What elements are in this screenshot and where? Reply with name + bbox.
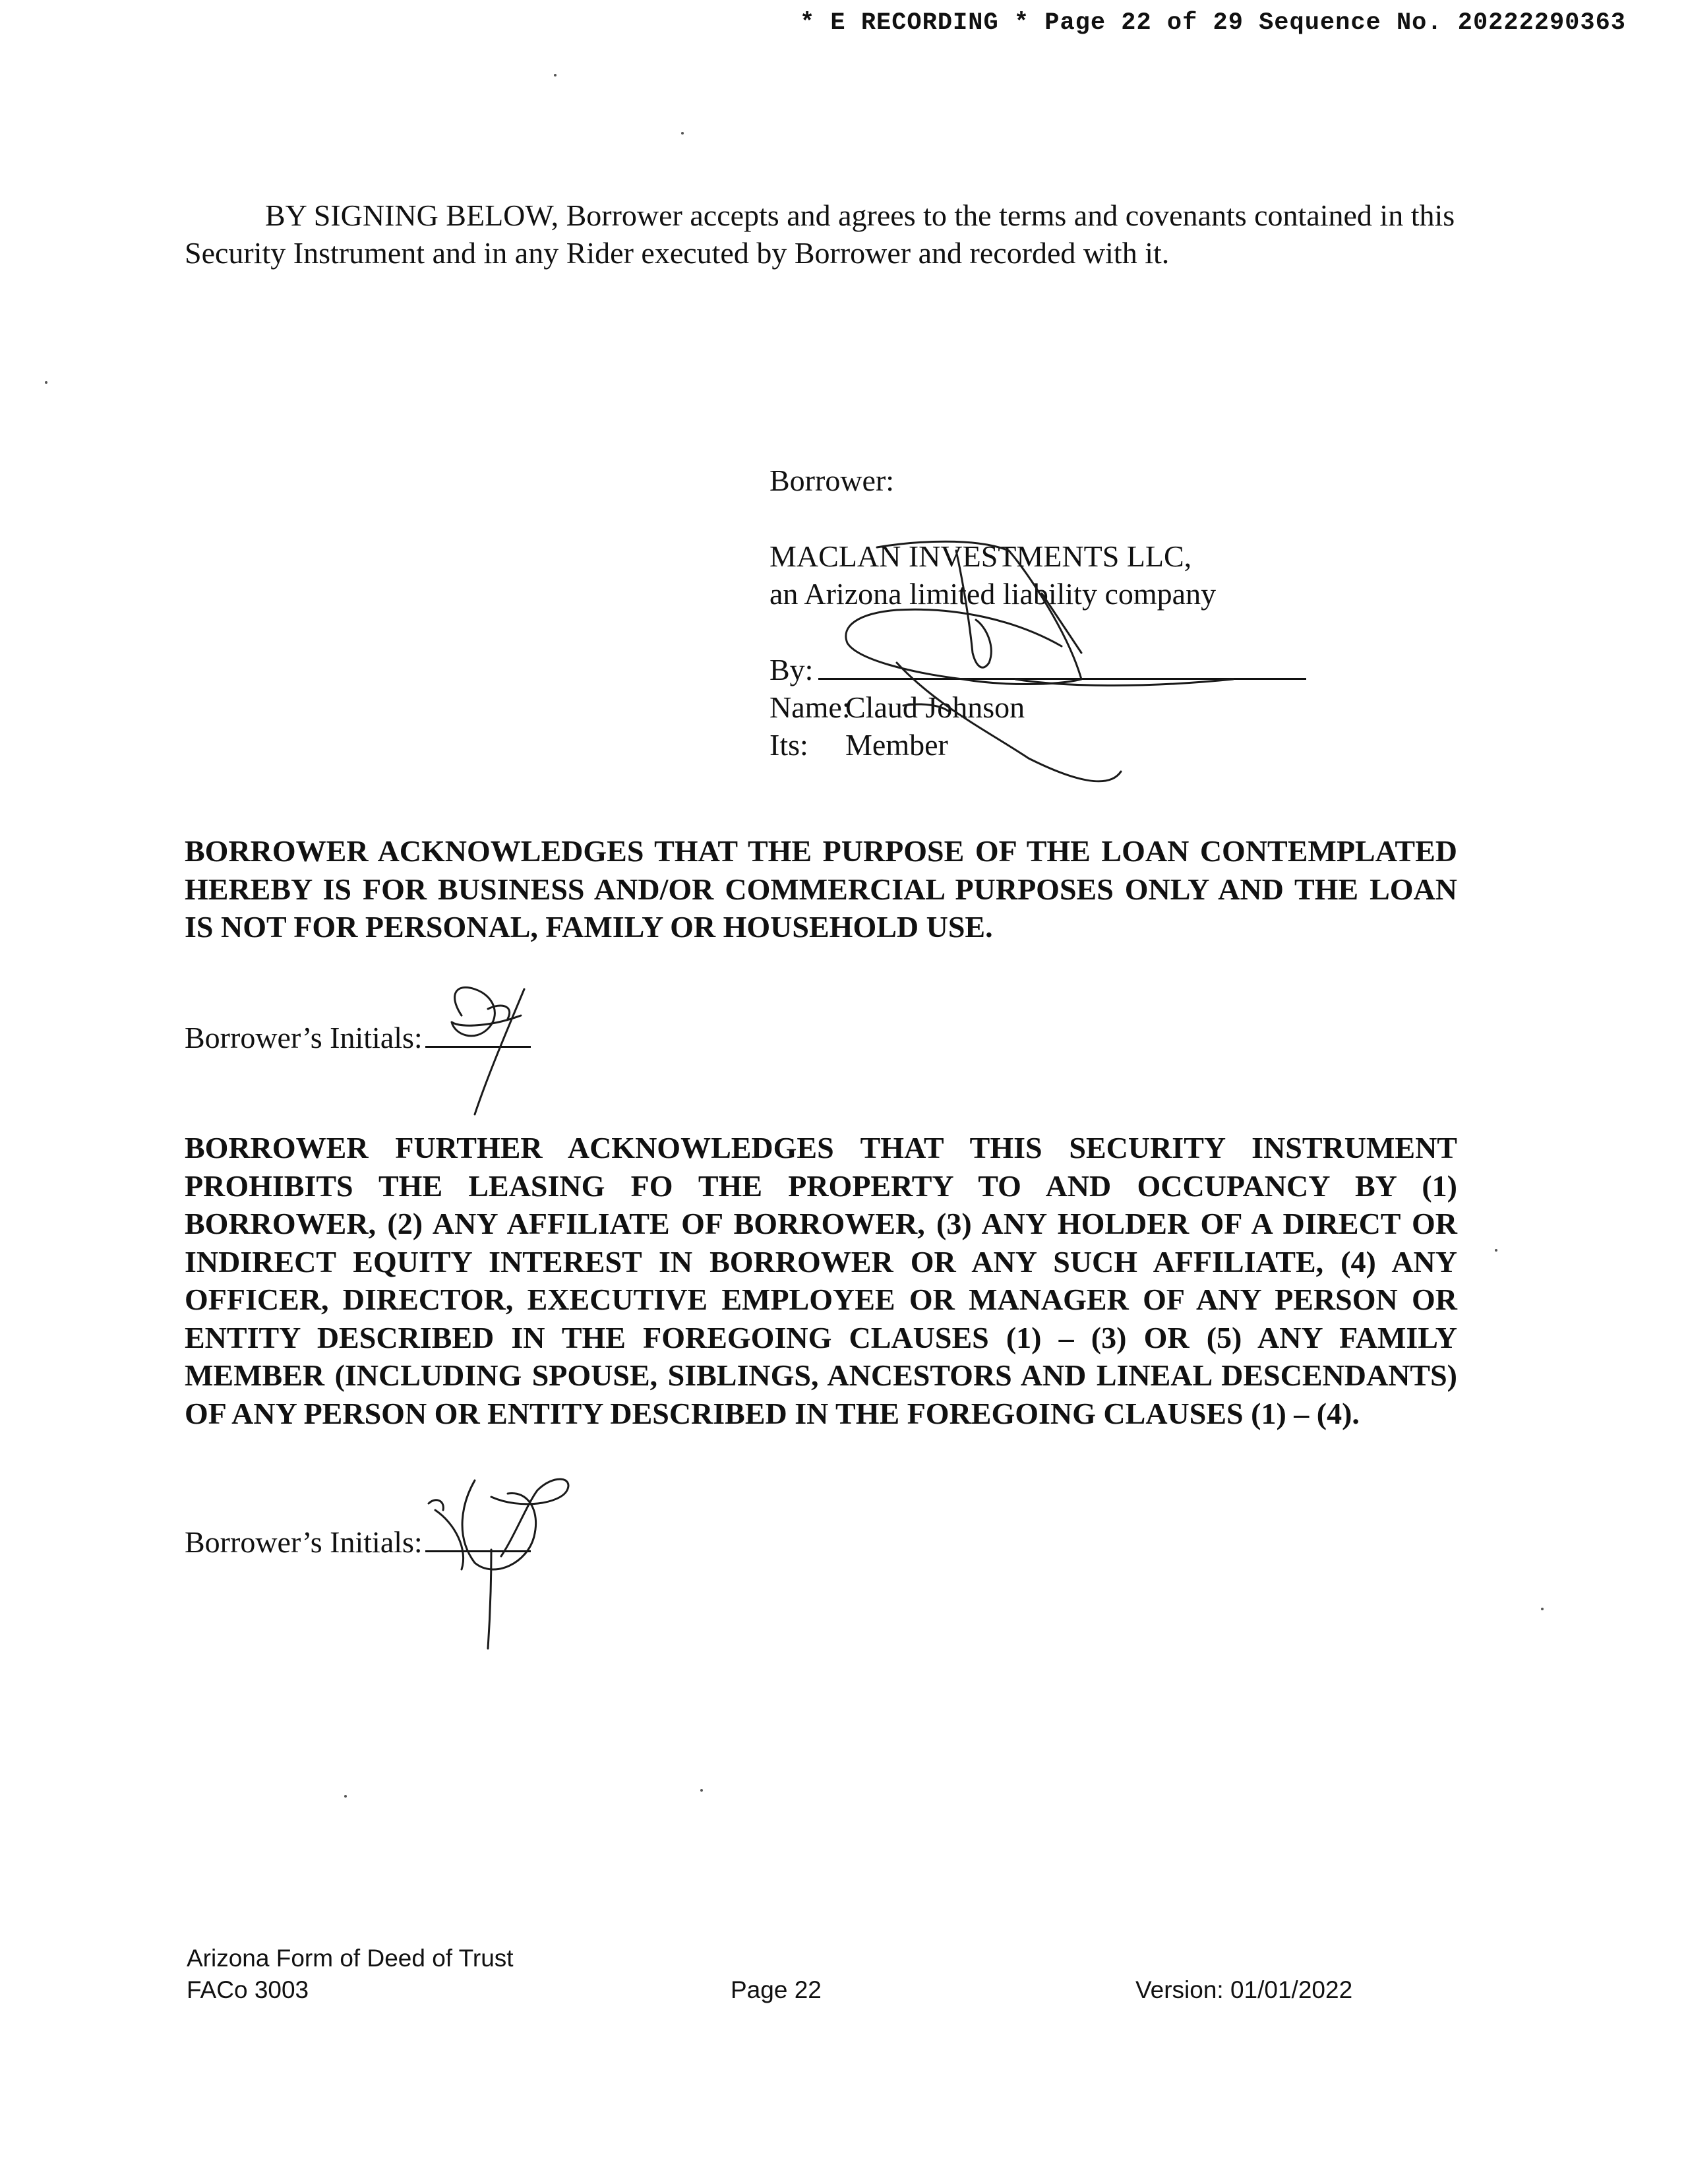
footer-form-name: Arizona Form of Deed of Trust [187, 1945, 514, 1972]
scan-speck [344, 1795, 347, 1798]
initials-line-1 [185, 1019, 531, 1056]
initials-line-2 [185, 1523, 531, 1561]
initials-stroke [488, 1550, 491, 1649]
footer-form-info [187, 1943, 514, 2006]
its-label: Its: [769, 728, 808, 762]
initials-blank-2 [425, 1524, 531, 1552]
scan-speck [681, 132, 684, 135]
initials-label-1: Borrower’s Initials: [185, 1021, 423, 1054]
footer-form-code: FACo 3003 [187, 1976, 309, 2003]
signature-block [769, 462, 1363, 764]
signer-title: Member [845, 728, 948, 762]
name-label: Name: [769, 690, 851, 724]
scan-speck [700, 1789, 703, 1792]
by-line [769, 651, 1363, 688]
initials-stroke [488, 1006, 510, 1019]
scan-speck [1495, 1249, 1497, 1252]
purpose-notice: BORROWER ACKNOWLEDGES THAT THE PURPOSE OF THE LOAN CONTEMPLATED HEREBY IS FOR BUSINESS AND/OR COMMERCIAL PURPOSES ONLY AND THE LOAN IS NOT FOR PERSONAL, FAMILY OR HOUSEHOLD USE. [185, 834, 1457, 944]
scan-speck [1541, 1608, 1544, 1610]
name-line [769, 688, 1363, 726]
footer-page-label: Page 22 [731, 1976, 822, 2003]
initials-stroke [429, 1500, 443, 1510]
initials-label-2: Borrower’s Initials: [185, 1525, 423, 1559]
entity-name: MACLAN INVESTMENTS LLC, [769, 539, 1192, 573]
recording-header: * E RECORDING * Page 22 of 29 Sequence No. 20222290363 [800, 9, 1626, 37]
signature-line [818, 652, 1306, 680]
leasing-notice: BORROWER FURTHER ACKNOWLEDGES THAT THIS SECURITY INSTRUMENT PROHIBITS THE LEASING FO THE PROPERTY TO AND OCCUPANCY BY (1) BORROWER, (2) ANY AFFILIATE OF BORROWER, (3) ANY HOLDER OF A DIRECT OR INDIRECT EQUITY INTEREST IN BORROWER OR ANY SUCH AFFILIATE, (4) ANY OFFICER, DIRECTOR, EXECUTIVE EMPLOYEE OR MANAGER OF ANY PERSON OR ENTITY DESCRIBED IN THE FOREGOING CLAUSES (1) – (3) OR (5) ANY FAMILY MEMBER (INCLUDING SPOUSE, SIBLINGS, ANCESTORS AND LINEAL DESCENDANTS) OF ANY PERSON OR ENTITY DESCRIBED IN THE FOREGOING CLAUSES (1) – (4). [185, 1131, 1457, 1430]
by-label: By: [769, 653, 814, 686]
footer-version: Version: 01/01/2022 [1135, 1976, 1353, 2003]
borrower-heading: Borrower: [769, 464, 895, 497]
intro-paragraph: BY SIGNING BELOW, Borrower accepts and agrees to the terms and covenants contained in this Security Instrument and in any Rider executed by Borrower and recorded with it. [185, 198, 1455, 270]
its-line [769, 726, 1363, 764]
initials-blank-1 [425, 1019, 531, 1048]
scan-speck [554, 74, 557, 76]
scan-speck [45, 381, 47, 384]
entity-description: an Arizona limited liability company [769, 577, 1217, 611]
signer-name: Claud Johnson [845, 690, 1025, 724]
